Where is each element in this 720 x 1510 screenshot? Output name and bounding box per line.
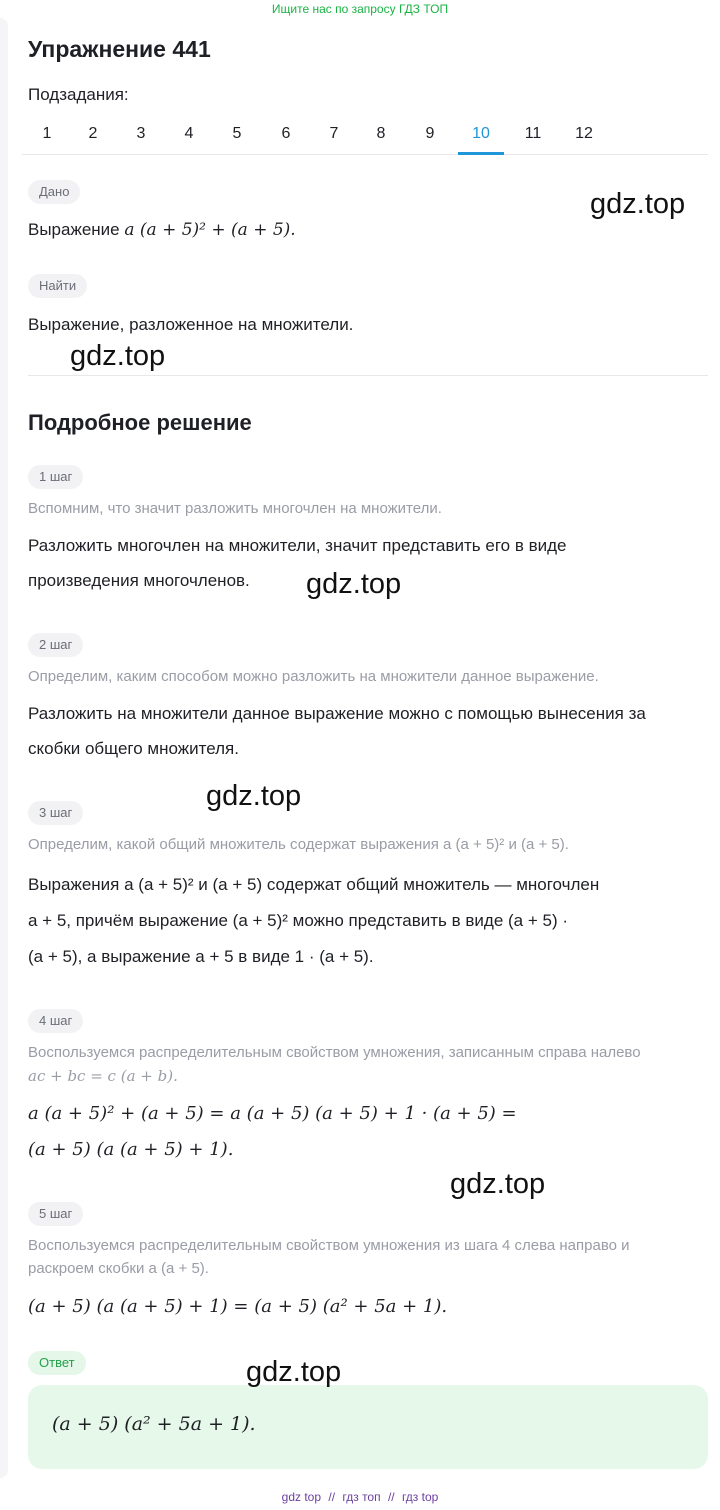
tab-6[interactable]: 6 — [281, 125, 291, 142]
watermark: gdz.top — [206, 780, 302, 812]
step-5-line-1: (a + 5) (a (a + 5) + 1) = (a + 5) (a² + 5a + 1). — [28, 1296, 448, 1317]
tab-12[interactable]: 12 — [575, 125, 593, 142]
tab-1[interactable]: 1 — [42, 125, 52, 142]
footer-link-2[interactable]: гдз топ — [342, 1490, 381, 1504]
answer-expression: (a + 5) (a² + 5a + 1). — [52, 1413, 256, 1435]
watermark: gdz.top — [70, 340, 166, 372]
tab-8[interactable]: 8 — [376, 125, 386, 142]
step-4-hint-formula: ac + bc = c (a + b). — [28, 1067, 178, 1085]
step-3-line-1: Выражения a (a + 5)² и (a + 5) содержат общий множитель — многочлен — [28, 875, 600, 894]
step-4-hint: Воспользуемся распределительным свойством умножения, записанным справа налево — [28, 1044, 641, 1061]
tab-3[interactable]: 3 — [136, 125, 146, 142]
watermark: gdz.top — [306, 568, 402, 600]
watermark: gdz.top — [450, 1168, 546, 1200]
given-prefix: Выражение — [28, 220, 125, 239]
tab-4[interactable]: 4 — [184, 125, 194, 142]
tab-7[interactable]: 7 — [329, 125, 339, 142]
step-3-line-2: a + 5, причём выражение (a + 5)² можно представить в виде (a + 5) · — [28, 911, 569, 930]
step-4-chip: 4 шаг — [28, 1009, 83, 1033]
footer — [0, 1490, 720, 1504]
page-title: Упражнение 441 — [28, 36, 211, 62]
given-expression: a (a + 5)² + (a + 5). — [124, 220, 296, 240]
step-5-hint: Воспользуемся распределительным свойством умножения из шага 4 слева направо и — [28, 1237, 630, 1254]
tab-10[interactable]: 10 — [458, 118, 504, 155]
step-3-line-3: (a + 5), а выражение a + 5 в виде 1 · (a + 5). — [28, 947, 374, 966]
tab-9[interactable]: 9 — [425, 125, 435, 142]
divider — [28, 375, 708, 376]
step-1-hint: Вспомним, что значит разложить многочлен на множители. — [28, 500, 442, 517]
answer-chip: Ответ — [28, 1351, 86, 1375]
step-2-line-1: Разложить на множители данное выражение можно с помощью вынесения за — [28, 704, 646, 723]
footer-link-3[interactable]: гдз top — [401, 1490, 439, 1504]
given-text — [28, 220, 296, 240]
step-5-hint-2: раскроем скобки a (a + 5). — [28, 1260, 209, 1277]
footer-separator: // — [328, 1490, 336, 1504]
answer-box — [28, 1385, 708, 1469]
card-edge — [0, 18, 8, 1478]
step-3-hint: Определим, какой общий множитель содержат выражения a (a + 5)² и (a + 5). — [28, 836, 569, 853]
tab-2[interactable]: 2 — [88, 125, 98, 142]
step-1-chip: 1 шаг — [28, 465, 83, 489]
find-chip: Найти — [28, 274, 87, 298]
subtasks-label: Подзадания: — [28, 85, 129, 104]
watermark: gdz.top — [246, 1356, 342, 1388]
footer-separator: // — [387, 1490, 395, 1504]
step-5-chip: 5 шаг — [28, 1202, 83, 1226]
step-2-hint: Определим, каким способом можно разложить на множители данное выражение. — [28, 668, 599, 685]
step-4-line-1: a (a + 5)² + (a + 5) = a (a + 5) (a + 5) + 1 · (a + 5) = — [28, 1103, 517, 1124]
tab-5[interactable]: 5 — [232, 125, 242, 142]
step-1-line-1: Разложить многочлен на множители, значит представить его в виде — [28, 536, 567, 555]
step-1-line-2: произведения многочленов. — [28, 571, 250, 590]
search-banner[interactable]: Ищите нас по запросу ГДЗ ТОП — [271, 2, 449, 16]
footer-link-1[interactable]: gdz top — [281, 1490, 322, 1504]
step-2-chip: 2 шаг — [28, 633, 83, 657]
step-2-line-2: скобки общего множителя. — [28, 739, 239, 758]
find-text: Выражение, разложенное на множители. — [28, 315, 354, 334]
given-chip: Дано — [28, 180, 80, 204]
watermark: gdz.top — [590, 188, 686, 220]
solution-title: Подробное решение — [28, 410, 252, 435]
subtask-tabs — [22, 118, 708, 155]
step-4-line-2: (a + 5) (a (a + 5) + 1). — [28, 1139, 234, 1160]
tab-11[interactable]: 11 — [524, 125, 542, 142]
step-3-chip: 3 шаг — [28, 801, 83, 825]
